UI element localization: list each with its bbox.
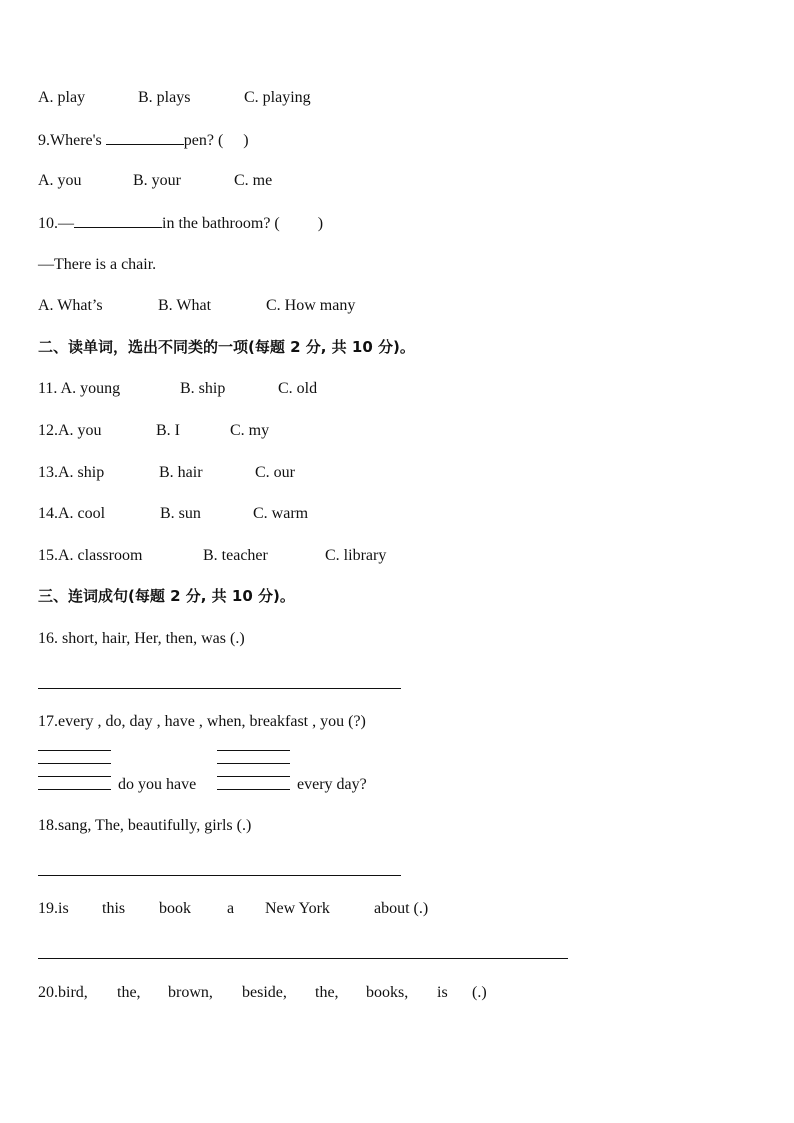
q8-option-c: C. playing xyxy=(244,89,311,106)
q20-word: is xyxy=(437,984,448,1001)
q10-options xyxy=(38,296,355,316)
q19-word: 19.is xyxy=(38,900,69,917)
q10-blank[interactable] xyxy=(74,213,162,228)
q20-word: the, xyxy=(117,984,141,1001)
q12-option-b: B. I xyxy=(156,422,180,439)
q12 xyxy=(38,421,269,441)
q19-prompt xyxy=(38,899,428,919)
q19-word: about (.) xyxy=(374,900,429,917)
q10-answer: —There is a chair. xyxy=(38,256,157,273)
q19-word: book xyxy=(159,900,191,917)
q17-blank-stack-2[interactable] xyxy=(217,750,290,802)
q12-option-a: 12.A. you xyxy=(38,422,102,439)
q17-prompt: 17.every , do, day , have , when, breakfast , you (?) xyxy=(38,713,366,730)
q19-word: a xyxy=(227,900,235,917)
q14-option-a: 14.A. cool xyxy=(38,505,106,522)
q10-prefix: 10.— xyxy=(38,215,74,232)
section3-title: 三、连词成句(每题 2 分, 共 10 分)。 xyxy=(38,587,295,605)
q10-suffix: in the bathroom? ( xyxy=(162,215,280,232)
q19-answer-line[interactable] xyxy=(38,958,568,959)
q15-option-c: C. library xyxy=(325,547,387,564)
q9-close: ) xyxy=(243,132,249,149)
q11-option-c: C. old xyxy=(278,380,318,397)
q15-option-b: B. teacher xyxy=(203,547,268,564)
q17-end-text: every day? xyxy=(297,776,367,793)
q20-word: books, xyxy=(366,984,409,1001)
q20-word: 20.bird, xyxy=(38,984,88,1001)
q8-options xyxy=(38,88,311,108)
q13-option-c: C. our xyxy=(255,464,295,481)
q9-suffix: pen? ( xyxy=(183,132,224,149)
q13-option-a: 13.A. ship xyxy=(38,464,105,481)
q18-answer-line[interactable] xyxy=(38,875,401,876)
q14-option-c: C. warm xyxy=(253,505,309,522)
q15 xyxy=(38,546,386,566)
q8-option-a: A. play xyxy=(38,89,86,106)
q11 xyxy=(38,379,317,399)
q9-option-c: C. me xyxy=(234,172,273,189)
q12-option-c: C. my xyxy=(230,422,270,439)
q10-option-a: A. What’s xyxy=(38,297,103,314)
q17-middle-text: do you have xyxy=(118,776,197,793)
q9-option-a: A. you xyxy=(38,172,82,189)
q10-question xyxy=(38,213,323,234)
q9-question xyxy=(38,130,249,151)
q16-answer-line[interactable] xyxy=(38,688,401,689)
q14 xyxy=(38,504,308,524)
section2-title: 二、读单词，选出不同类的一项(每题 2 分, 共 10 分)。 xyxy=(38,338,415,356)
q14-option-b: B. sun xyxy=(160,505,201,522)
q19-word: New York xyxy=(265,900,330,917)
q8-option-b: B. plays xyxy=(138,89,191,106)
q9-options xyxy=(38,171,272,191)
q11-option-a: 11. A. young xyxy=(38,380,121,397)
q13-option-b: B. hair xyxy=(159,464,203,481)
q10-close: ) xyxy=(317,215,324,232)
q17-blank-stack-1[interactable] xyxy=(38,750,111,802)
q15-option-a: 15.A. classroom xyxy=(38,547,143,564)
q20-word: the, xyxy=(315,984,339,1001)
q19-word: this xyxy=(102,900,126,917)
q13 xyxy=(38,463,295,483)
q16-prompt: 16. short, hair, Her, then, was (.) xyxy=(38,630,245,647)
q9-blank[interactable] xyxy=(106,130,184,145)
q10-option-c: C. How many xyxy=(266,297,356,314)
q20-word: brown, xyxy=(168,984,213,1001)
q20-word: beside, xyxy=(242,984,287,1001)
q9-option-b: B. your xyxy=(133,172,181,189)
q20-prompt xyxy=(38,983,487,1003)
q9-prefix: 9.Where's xyxy=(38,132,102,149)
q11-option-b: B. ship xyxy=(180,380,226,397)
q20-word: (.) xyxy=(472,984,487,1001)
q10-option-b: B. What xyxy=(158,297,212,314)
q18-prompt: 18.sang, The, beautifully, girls (.) xyxy=(38,817,252,834)
